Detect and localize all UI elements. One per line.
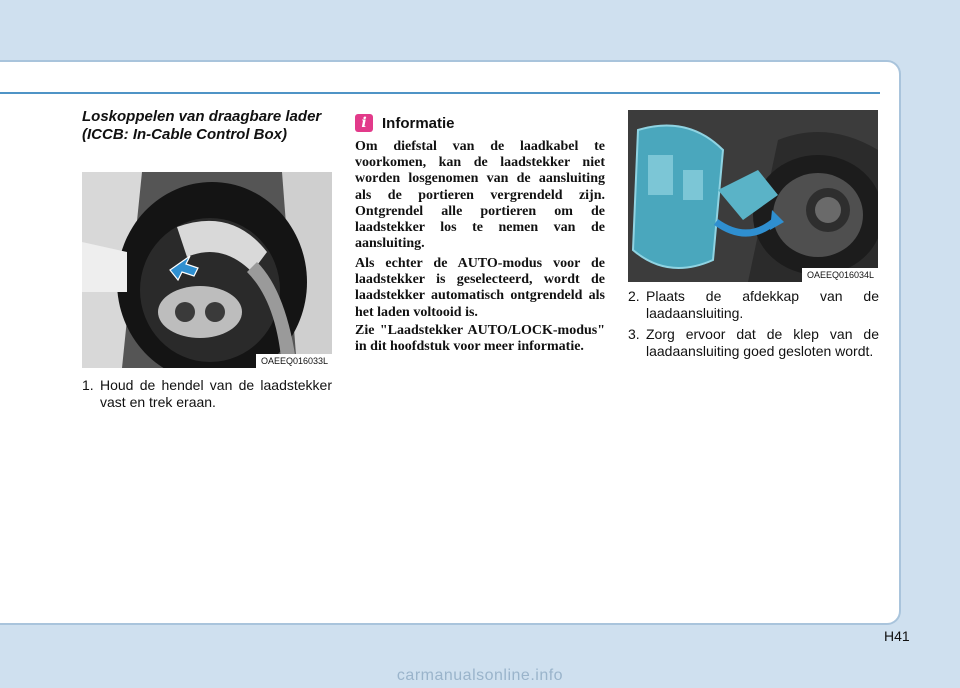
charger-plug-illustration: [82, 172, 332, 368]
step-number: 2.: [628, 288, 640, 304]
step-2: [628, 288, 879, 322]
step-number: 3.: [628, 326, 640, 342]
port-cover-illustration: [628, 110, 878, 282]
figure-close-port-cover: [628, 110, 878, 282]
step-1: [82, 377, 332, 411]
watermark: carmanualsonline.info: [396, 667, 564, 684]
figure-caption: OAEEQ016034L: [802, 268, 878, 282]
step-number: 1.: [82, 377, 94, 393]
step-text: Zorg ervoor dat de klep van de laadaansluiting goed gesloten wordt.: [646, 326, 879, 359]
page-number: H41: [884, 628, 910, 644]
figure-caption: OAEEQ016033L: [256, 354, 332, 368]
info-paragraph: Als echter de AUTO-modus voor de laadstekker is geselecteerd, wordt de laadstekker automatisch ontgrendeld als het laden voltooid is.: [355, 256, 605, 320]
section-heading: Loskoppelen van draagbare lader (ICCB: In-Cable Control Box): [82, 108, 322, 143]
info-title: Informatie: [382, 115, 455, 132]
figure-unplug-charger: [82, 172, 332, 368]
info-icon: i: [355, 114, 373, 132]
info-paragraph: Zie "Laadstekker AUTO/LOCK-modus" in dit hoofdstuk voor meer informatie.: [355, 323, 605, 355]
header-rule: [0, 92, 880, 94]
step-text: Plaats de afdekkap van de laadaansluiting.: [646, 288, 879, 321]
info-paragraph: Om diefstal van de laadkabel te voorkomen, kan de laadstekker niet worden losgenomen van de aansluiting als de portieren vergrendeld zijn. Ontgrendel alle portieren om de laadstekker los te nemen van de aansluiting.: [355, 139, 605, 252]
step-text: Houd de hendel van de laadstekker vast en trek eraan.: [100, 377, 332, 410]
step-3: [628, 326, 879, 360]
